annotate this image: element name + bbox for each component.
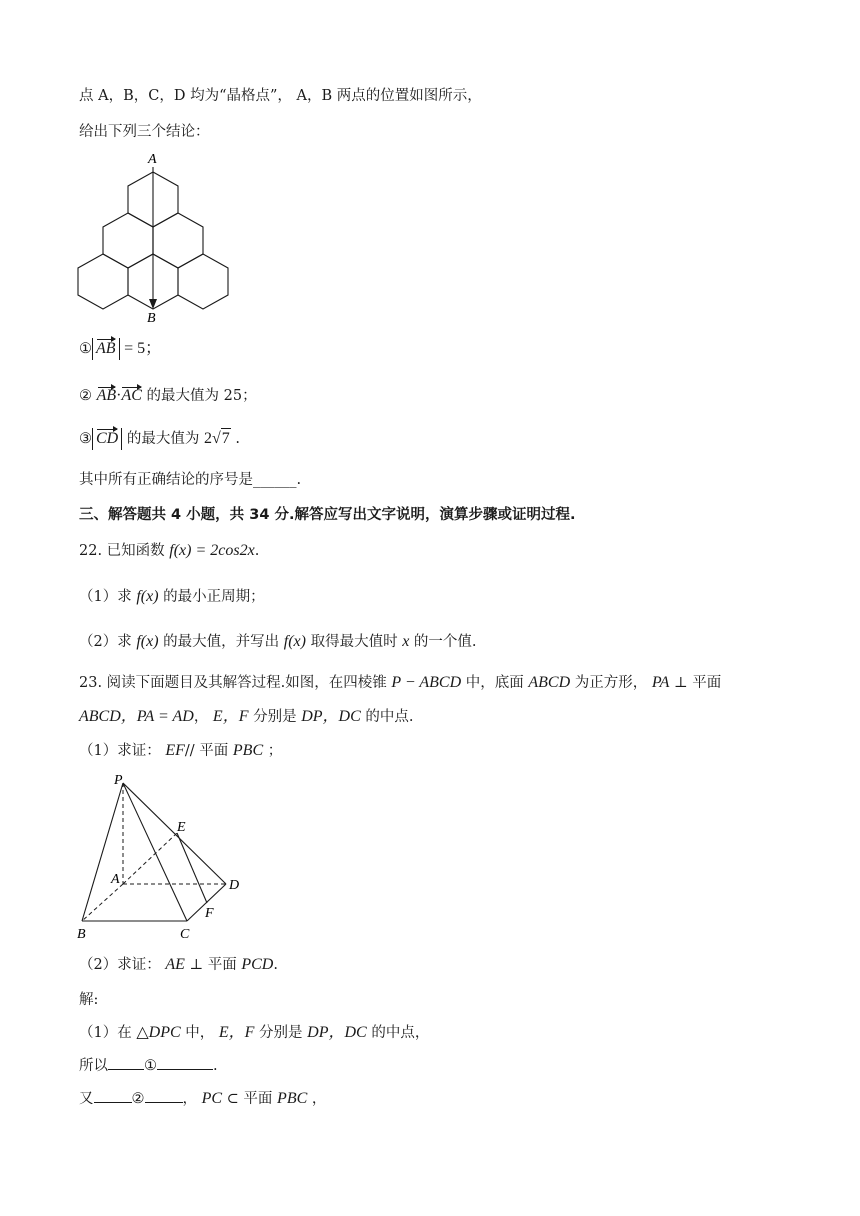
q22-stem-text: 22. 已知函数 [79,543,165,559]
intro-line-2: 给出下列三个结论： [79,124,210,140]
s2-end: . [213,1058,218,1074]
abs-ab [92,338,120,360]
edge-pb [82,783,123,921]
label-c: C [180,927,190,942]
c3-radicand: 7 [221,430,230,447]
marker-3: ③ [79,431,92,447]
s3-end: ， [311,1091,327,1107]
dot-operator: · [116,387,122,404]
q22-stem [79,541,259,561]
solution-label: 解: [79,992,99,1008]
s2-pre: 所以 [79,1058,108,1074]
q23-line2-c: 分别是 [253,709,297,725]
q23-p1-end: ； [267,743,283,759]
vector-cd: CD [96,428,118,450]
q23-part-2 [79,955,278,975]
q23-pyramid-name: P − ABCD [391,674,462,691]
q23-p2-pcd: PCD [241,956,274,973]
s3-mid: ， [182,1091,197,1107]
c3-coef: 2 [203,430,212,447]
q23-line2-b: ， [193,709,209,725]
q22-p2-var: x [402,633,410,650]
edge-ab-hidden [82,884,123,921]
s3-subset: ⊂ 平面 [226,1091,273,1107]
label-e: E [177,820,186,835]
q23-p1-mid: // 平面 [184,743,229,759]
blank-2b[interactable] [145,1088,183,1103]
q23-line2-dpdc: DP，DC [301,708,361,725]
q23-p1-pre: （1）求证： [79,743,161,759]
label-b: B [77,927,86,942]
marker-1: ① [79,341,92,357]
solution-step-1 [79,1023,429,1043]
q22-part-2 [79,632,477,652]
q23-stem-line-2 [79,707,413,727]
q23-perp: ⊥ 平面 [673,675,722,691]
q23-p2-end: . [273,957,278,973]
q23-base-name: ABCD [528,674,571,691]
q22-part-1 [79,587,265,607]
q23-stem-a: 23. 阅读下面题目及其解答过程.如图，在四棱锥 [79,675,387,691]
label-b: B [147,311,156,325]
q22-p2-func-2: f(x) [283,633,306,650]
q22-p1-pre: （1）求 [79,589,132,605]
q23-p2-pre: （2）求证： [79,957,161,973]
hexagon-bottom-right [178,254,228,309]
s1-dpdc: DP，DC [307,1024,367,1041]
blank-marker-2: ② [131,1091,145,1107]
solution-step-2 [79,1055,218,1076]
q22-p2-mid: 的最大值，并写出 [163,634,280,650]
s1-mid: 中， [185,1025,215,1041]
hexagon-bottom-left [78,254,128,309]
blank-1a[interactable] [108,1055,144,1070]
vector-ac: AC [121,387,142,404]
q22-p1-post: 的最小正周期； [163,589,265,605]
q23-line2-d: 的中点. [365,709,414,725]
segment-ef [177,833,207,903]
q23-p2-ae: AE [165,956,185,973]
abs-cd [92,428,122,450]
q23-stem-line-1 [79,673,721,693]
q23-p2-mid: ⊥ 平面 [189,957,237,973]
s1-pre: （1）在 [79,1025,132,1041]
label-a: A [148,152,157,167]
edge-pc [123,783,187,921]
q23-stem-c: 为正方形， [574,675,648,691]
c2-rest: 的最大值为 25； [146,388,257,404]
s3-pre: 又 [79,1091,94,1107]
label-a: A [111,872,120,887]
q23-stem-b: 中，底面 [465,675,524,691]
vector-ab-2: AB [96,387,117,404]
fill-question: 其中所有正确结论的序号是______. [79,472,302,488]
s1-triangle: △DPC [136,1024,181,1041]
c3-rest: 的最大值为 [126,431,200,447]
intro-line-1: 点 A，B，C，D 均为“晶格点”， A，B 两点的位置如图所示， [79,88,482,104]
q22-function: f(x) = 2cos2x [169,542,255,559]
q22-p2-post: 的一个值. [413,634,477,650]
q23-p1-pbc: PBC [232,742,264,759]
solution-step-3 [79,1088,326,1109]
conclusion-3: ③ CD 的最大值为 2√7 . [79,428,240,450]
q22-p2-mid-2: 取得最大值时 [310,634,398,650]
pyramid-figure [74,768,254,946]
q22-stem-end: . [254,543,260,559]
section-3-title: 三、解答题共 4 小题，共 34 分.解答应写出文字说明，演算步骤或证明过程. [79,507,576,523]
c3-end: . [235,431,240,447]
hexagon-mid-right [153,213,203,268]
q23-p1-ef: EF [165,742,185,759]
conclusion-2 [79,386,257,406]
q23-pa: PA [651,674,670,691]
label-d: D [229,878,240,893]
q23-line2-a: ABCD，PA = AD [79,708,194,725]
s1-mid-2: 分别是 [259,1025,303,1041]
q23-part-1 [79,741,282,761]
q22-p2-func: f(x) [136,633,159,650]
blank-2a[interactable] [94,1088,132,1103]
s3-pc: PC [201,1090,223,1107]
s1-ef: E，F [218,1024,255,1041]
vector-ab: AB [96,338,116,360]
q23-line2-ef: E，F [212,708,249,725]
label-f: F [205,906,214,921]
s3-pbc: PBC [277,1090,308,1107]
label-p: P [114,773,123,788]
blank-1b[interactable] [157,1055,213,1070]
blank-marker-1: ① [144,1058,157,1074]
hexagon-mid-left [103,213,153,268]
s1-end: 的中点， [371,1025,430,1041]
marker-2: ② [79,388,92,404]
q22-p2-pre: （2）求 [79,634,132,650]
hexagon-lattice-figure [74,150,234,325]
q22-p1-func: f(x) [136,588,159,605]
c1-rest: = 5； [124,340,162,357]
conclusion-1 [79,338,161,360]
